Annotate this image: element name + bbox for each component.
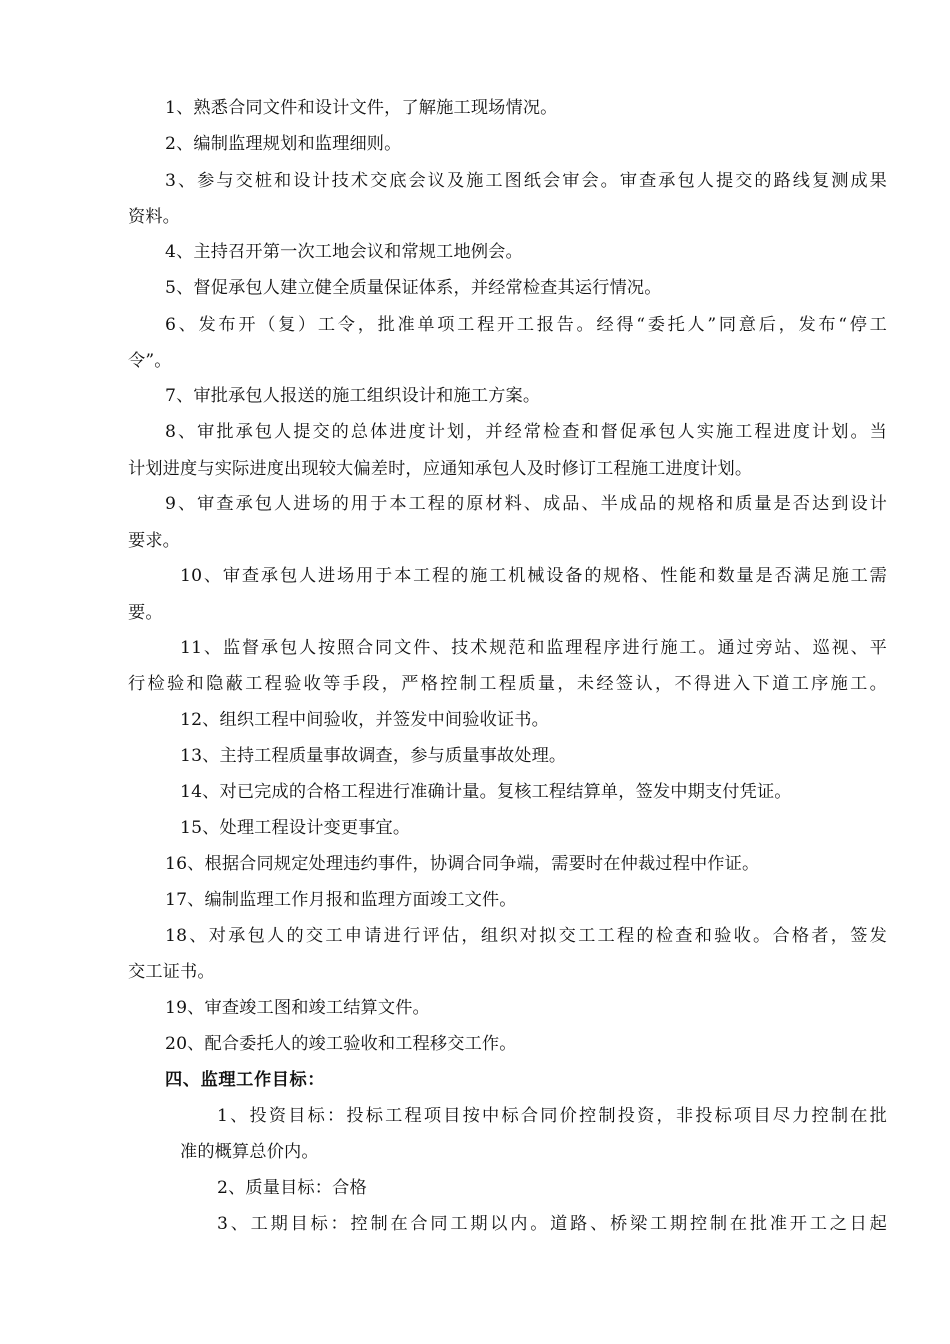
paragraph-line: 8、审批承包人提交的总体进度计划，并经常检查和督促承包人实施工程进度计划。当 xyxy=(165,422,887,442)
paragraph-line: 2、编制监理规划和监理细则。 xyxy=(165,134,402,154)
paragraph-line: 17、编制监理工作月报和监理方面竣工文件。 xyxy=(165,890,517,910)
paragraph-line: 20、配合委托人的竣工验收和工程移交工作。 xyxy=(165,1034,517,1054)
section-heading: 四、监理工作目标： xyxy=(165,1070,326,1090)
paragraph-line: 19、审查竣工图和竣工结算文件。 xyxy=(165,998,430,1018)
paragraph-line: 1、投资目标：投标工程项目按中标合同价控制投资，非投标项目尽力控制在批 xyxy=(217,1106,887,1126)
paragraph-line: 准的概算总价内。 xyxy=(180,1142,319,1162)
paragraph-line: 3、工期目标：控制在合同工期以内。道路、桥梁工期控制在批准开工之日起 xyxy=(217,1214,887,1234)
paragraph-line: 13、主持工程质量事故调查，参与质量事故处理。 xyxy=(180,746,567,766)
paragraph-line: 计划进度与实际进度出现较大偏差时，应通知承包人及时修订工程施工进度计划。 xyxy=(128,459,753,479)
paragraph-line: 2、质量目标：合格 xyxy=(217,1178,367,1198)
paragraph-line: 5、督促承包人建立健全质量保证体系，并经常检查其运行情况。 xyxy=(165,278,662,298)
paragraph-line: 令”。 xyxy=(128,351,172,371)
paragraph-line: 16、根据合同规定处理违约事件，协调合同争端，需要时在仲裁过程中作证。 xyxy=(165,854,760,874)
paragraph-line: 资料。 xyxy=(128,207,181,227)
paragraph-line: 3、参与交桩和设计技术交底会议及施工图纸会审会。审查承包人提交的路线复测成果 xyxy=(165,171,887,191)
paragraph-line: 12、组织工程中间验收，并签发中间验收证书。 xyxy=(180,710,549,730)
paragraph-line: 11、监督承包人按照合同文件、技术规范和监理程序进行施工。通过旁站、巡视、平 xyxy=(180,638,887,658)
paragraph-line: 7、审批承包人报送的施工组织设计和施工方案。 xyxy=(165,386,541,406)
paragraph-line: 14、对已完成的合格工程进行准确计量。复核工程结算单，签发中期支付凭证。 xyxy=(180,782,792,802)
paragraph-line: 15、处理工程设计变更事宜。 xyxy=(180,818,411,838)
paragraph-line: 4、主持召开第一次工地会议和常规工地例会。 xyxy=(165,242,523,262)
paragraph-line: 要。 xyxy=(128,603,163,623)
paragraph-line: 6、发布开（复）工令，批准单项工程开工报告。经得“委托人”同意后，发布“停工 xyxy=(165,315,887,335)
paragraph-line: 交工证书。 xyxy=(128,962,215,982)
paragraph-line: 1、熟悉合同文件和设计文件，了解施工现场情况。 xyxy=(165,98,558,118)
paragraph-line: 9、审查承包人进场的用于本工程的原材料、成品、半成品的规格和质量是否达到设计 xyxy=(165,494,887,514)
paragraph-line: 18、对承包人的交工申请进行评估，组织对拟交工工程的检查和验收。合格者，签发 xyxy=(165,926,887,946)
paragraph-line: 要求。 xyxy=(128,531,181,551)
paragraph-line: 行检验和隐蔽工程验收等手段，严格控制工程质量，未经签认，不得进入下道工序施工。 xyxy=(128,674,887,694)
paragraph-line: 10、审查承包人进场用于本工程的施工机械设备的规格、性能和数量是否满足施工需 xyxy=(180,566,887,586)
